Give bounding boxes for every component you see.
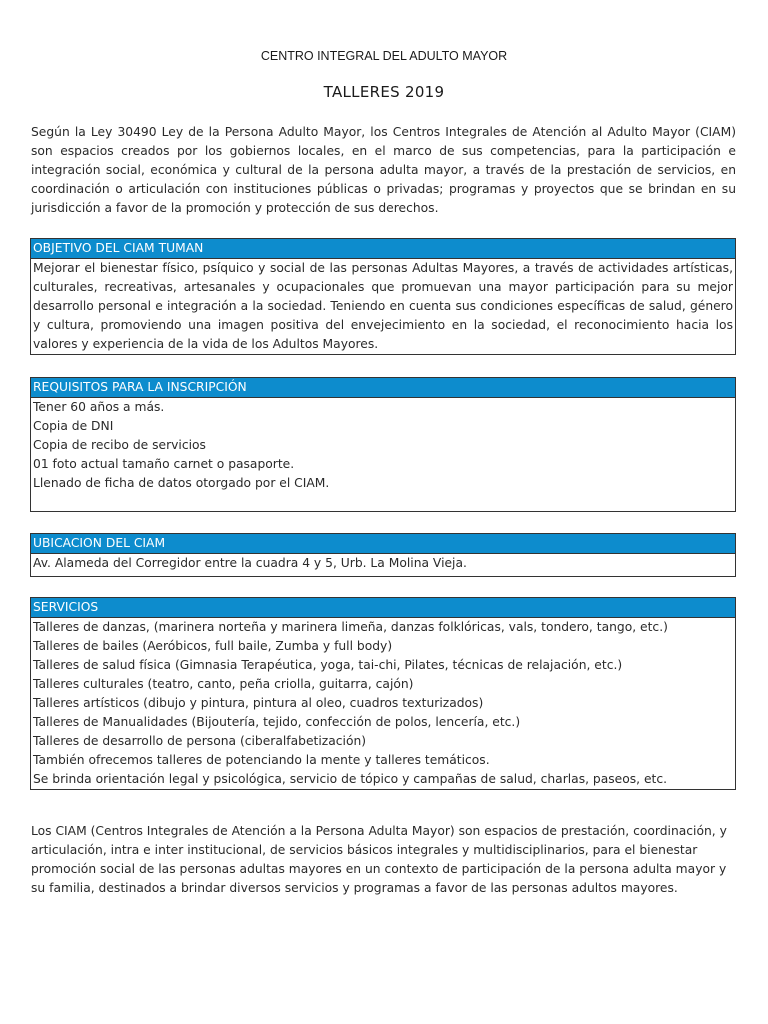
list-item: Talleres de desarrollo de persona (ciberalfabetización) [33, 734, 367, 748]
document-subtitle: TALLERES 2019 [323, 83, 445, 101]
servicios-list [31, 618, 735, 789]
ubicacion-header: UBICACION DEL CIAM [31, 534, 735, 554]
list-item: Talleres culturales (teatro, canto, peña criolla, guitarra, cajón) [33, 677, 414, 691]
intro-paragraph: Según la Ley 30490 Ley de la Persona Adulto Mayor, los Centros Integrales de Atención al Adulto Mayor (CIAM) son espacios creados por los gobiernos locales, en el marco de sus competencias, para la participación e integración social, económica y cultural de la persona adulta mayor, a través de la prestación de servicios, en coordinación o articulación con instituciones públicas o privadas; programas y proyectos que se brindan en su jurisdicción a favor de la promoción y protección de sus derechos. [31, 125, 736, 215]
servicios-header: SERVICIOS [31, 598, 735, 618]
list-item: Tener 60 años a más. [33, 400, 165, 414]
requisitos-list [31, 398, 735, 493]
list-item: Llenado de ficha de datos otorgado por el CIAM. [33, 476, 330, 490]
ubicacion-body: Av. Alameda del Corregidor entre la cuadra 4 y 5, Urb. La Molina Vieja. [33, 556, 467, 570]
outro-paragraph: Los CIAM (Centros Integrales de Atención a la Persona Adulta Mayor) son espacios de prestación, coordinación, y articulación, intra e inter institucional, de servicios básicos integrales y multidisciplinarios, para el bienestar promoción social de las personas adultas mayores en un contexto de participación de la persona adulta mayor y su familia, destinados a brindar diversos servicios y programas a favor de las personas adultos mayores. [31, 824, 727, 895]
ubicacion-section [30, 533, 736, 577]
document-title: CENTRO INTEGRAL DEL ADULTO MAYOR [260, 49, 508, 63]
list-item: Talleres de Manualidades (Bijoutería, tejido, confección de polos, lencería, etc.) [33, 715, 521, 729]
objetivo-header: OBJETIVO DEL CIAM TUMAN [31, 239, 735, 259]
list-item: Talleres de danzas, (marinera norteña y marinera limeña, danzas folklóricas, vals, tondero, tango, etc.) [33, 620, 668, 634]
list-item: También ofrecemos talleres de potenciando la mente y talleres temáticos. [33, 753, 490, 767]
servicios-section [30, 597, 736, 790]
requisitos-header: REQUISITOS PARA LA INSCRIPCIÓN [31, 378, 735, 398]
objetivo-body: Mejorar el bienestar físico, psíquico y social de las personas Adultas Mayores, a través de actividades artísticas, culturales, recreativas, artesanales y ocupacionales que promuevan una mayor participación para su mejor desarrollo personal e integración a la sociedad. Teniendo en cuenta sus condiciones específicas de salud, género y cultura, promoviendo una imagen positiva del envejecimiento en la sociedad, el reconocimiento hacia los valores y experiencia de la vida de los Adultos Mayores. [33, 261, 733, 351]
list-item: 01 foto actual tamaño carnet o pasaporte. [33, 457, 295, 471]
list-item: Copia de recibo de servicios [33, 438, 206, 452]
list-item: Talleres artísticos (dibujo y pintura, pintura al oleo, cuadros texturizados) [33, 696, 484, 710]
list-item: Talleres de bailes (Aeróbicos, full baile, Zumba y full body) [33, 639, 393, 653]
list-item: Se brinda orientación legal y psicológica, servicio de tópico y campañas de salud, charlas, paseos, etc. [33, 772, 668, 786]
list-item: Talleres de salud física (Gimnasia Terapéutica, yoga, tai-chi, Pilates, técnicas de relajación, etc.) [33, 658, 623, 672]
objetivo-section [30, 238, 736, 355]
requisitos-section [30, 377, 736, 512]
list-item: Copia de DNI [33, 419, 114, 433]
